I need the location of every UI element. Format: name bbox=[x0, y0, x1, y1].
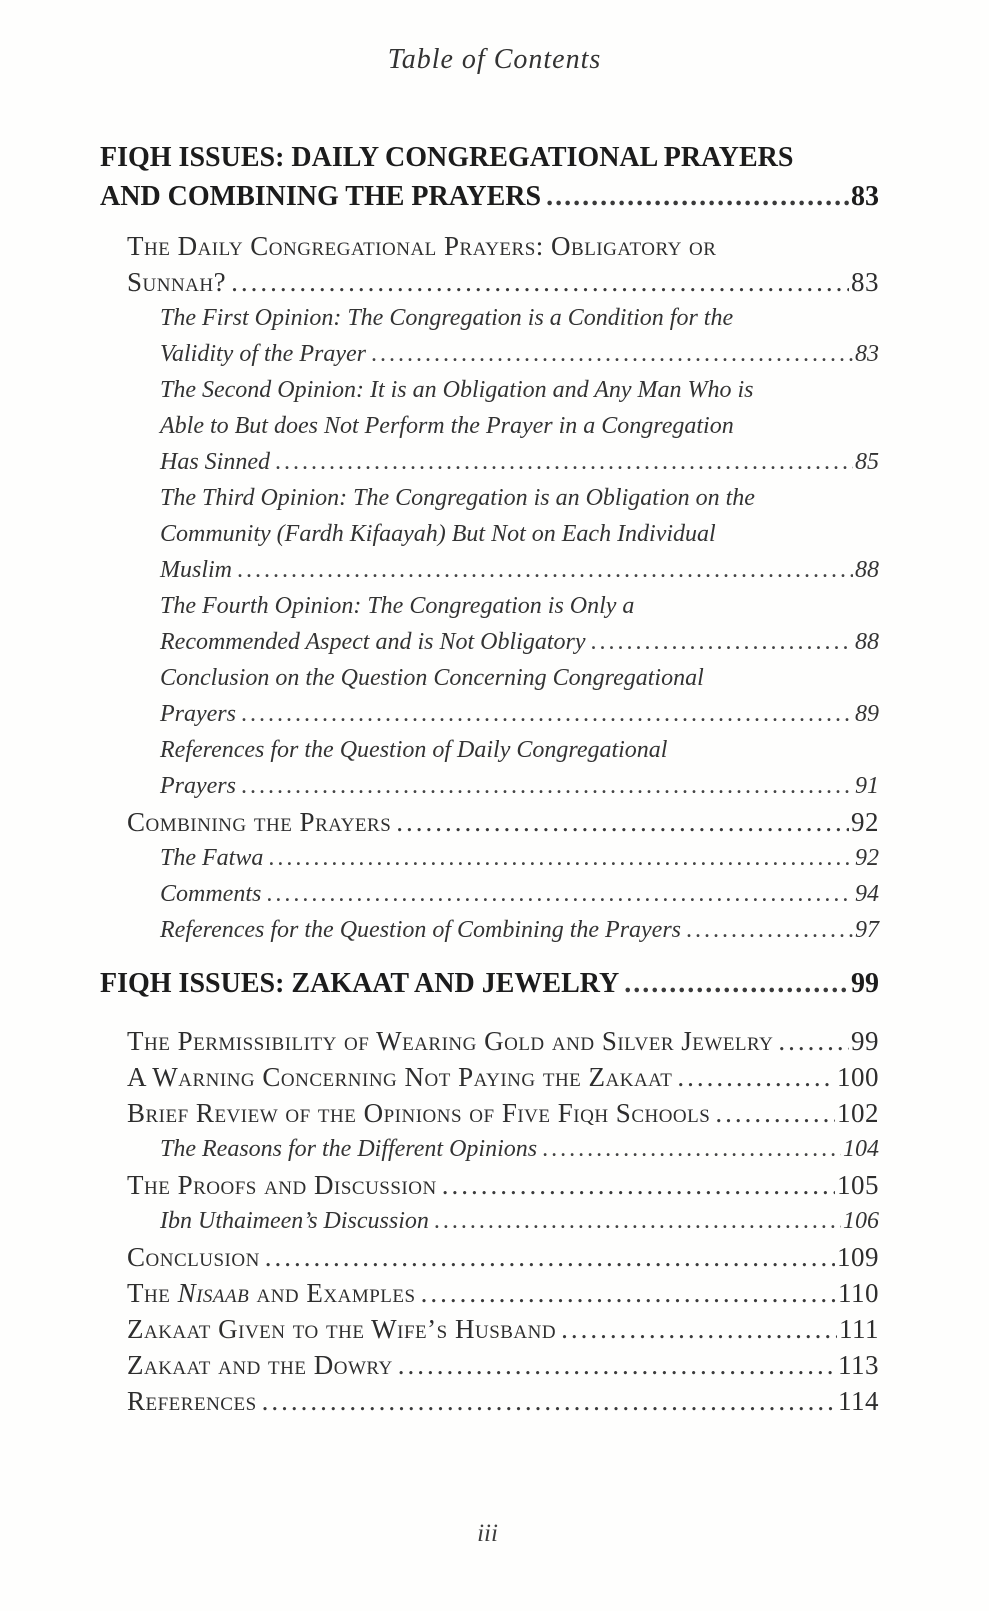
toc-entry-text: The Nisaab and Examples bbox=[127, 1278, 416, 1308]
toc-entry-line bbox=[160, 408, 879, 444]
toc-page-number: 109 bbox=[837, 1242, 879, 1272]
toc-page-number: 110 bbox=[838, 1278, 879, 1308]
toc-entry-text: AND COMBINING THE PRAYERS bbox=[100, 181, 542, 212]
toc-page-number: 88 bbox=[855, 629, 879, 655]
toc-entry-last-line bbox=[127, 1347, 879, 1383]
toc-entry-last-line bbox=[160, 840, 879, 876]
dot-leader bbox=[371, 336, 853, 372]
toc-entry-text: FIQH ISSUES: DAILY CONGREGATIONAL PRAYERS bbox=[100, 142, 794, 173]
dot-leader bbox=[398, 1347, 836, 1383]
dot-leader bbox=[421, 1275, 836, 1311]
dot-leader bbox=[237, 552, 853, 588]
toc-entry-last-line bbox=[100, 177, 879, 216]
toc-page-number: 114 bbox=[838, 1386, 879, 1416]
dot-leader bbox=[715, 1095, 835, 1131]
toc-page-number: 85 bbox=[855, 449, 879, 475]
toc-page-number: 104 bbox=[843, 1136, 879, 1162]
toc-entry bbox=[100, 912, 879, 948]
toc-entry-last-line bbox=[160, 696, 879, 732]
toc-entry-text: A Warning Concerning Not Paying the Zakaat bbox=[127, 1062, 673, 1092]
toc-entry-last-line bbox=[160, 912, 879, 948]
toc-entry-text: Comments bbox=[160, 881, 262, 907]
toc-entry-last-line bbox=[127, 1311, 879, 1347]
toc-entry bbox=[100, 1347, 879, 1383]
toc-entry-last-line bbox=[160, 624, 879, 660]
toc-entry-text: References for the Question of Daily Congregational bbox=[160, 737, 668, 763]
toc-page-number: 99 bbox=[851, 968, 879, 999]
dot-leader bbox=[262, 1383, 836, 1419]
toc-entry-line bbox=[160, 588, 879, 624]
toc-entry-text: The Daily Congregational Prayers: Obligatory or bbox=[127, 231, 717, 261]
dot-leader bbox=[275, 444, 853, 480]
toc-entry bbox=[100, 1275, 879, 1311]
toc-entry-text: Zakaat Given to the Wife’s Husband bbox=[127, 1314, 557, 1344]
toc-entry-text: Prayers bbox=[160, 701, 236, 727]
toc-page-number: 83 bbox=[855, 341, 879, 367]
toc-entry-text: Recommended Aspect and is Not Obligatory bbox=[160, 629, 586, 655]
dot-leader bbox=[624, 964, 849, 1003]
toc-entry-text: Has Sinned bbox=[160, 449, 270, 475]
toc-page-number: 106 bbox=[843, 1208, 879, 1234]
toc-entry-last-line bbox=[127, 264, 879, 300]
toc-page-number: 91 bbox=[855, 773, 879, 799]
toc-entry-text: Sunnah? bbox=[127, 267, 227, 297]
toc-entry-last-line bbox=[127, 1095, 879, 1131]
toc-entry bbox=[100, 876, 879, 912]
italic-term: Nisaab bbox=[177, 1278, 250, 1308]
toc-entry-text: The Fatwa bbox=[160, 845, 264, 871]
toc-page-number: 99 bbox=[851, 1026, 879, 1056]
toc-entry-text: Validity of the Prayer bbox=[160, 341, 366, 367]
toc-entry-text: The Proofs and Discussion bbox=[127, 1170, 437, 1200]
dot-leader bbox=[590, 624, 853, 660]
toc-entry-last-line bbox=[160, 336, 879, 372]
toc-entry-last-line bbox=[160, 552, 879, 588]
toc-entry-text: Prayers bbox=[160, 773, 236, 799]
toc-entry-text: The Second Opinion: It is an Obligation and Any Man Who is bbox=[160, 377, 754, 403]
toc-entry-last-line bbox=[127, 1059, 879, 1095]
toc-entry-last-line bbox=[127, 1275, 879, 1311]
toc-entry bbox=[100, 1131, 879, 1167]
toc-entry-last-line bbox=[127, 1383, 879, 1419]
toc-entry bbox=[100, 138, 879, 216]
toc-entry-text: The Permissibility of Wearing Gold and Silver Jewelry bbox=[127, 1026, 774, 1056]
dot-leader bbox=[677, 1059, 835, 1095]
toc-entry-line bbox=[160, 300, 879, 336]
toc-entry bbox=[100, 1239, 879, 1275]
toc-entry-last-line bbox=[160, 768, 879, 804]
toc-entry bbox=[100, 660, 879, 732]
toc-entry-last-line bbox=[160, 876, 879, 912]
toc-page-number: 83 bbox=[851, 181, 879, 212]
toc-entry bbox=[100, 1095, 879, 1131]
toc-entry-line bbox=[160, 660, 879, 696]
toc-entry-last-line bbox=[127, 1239, 879, 1275]
toc-page-number: 94 bbox=[855, 881, 879, 907]
toc-entry-text: The Fourth Opinion: The Congregation is Only a bbox=[160, 593, 635, 619]
toc-entry bbox=[100, 1059, 879, 1095]
toc-entry bbox=[100, 732, 879, 804]
page-title: Table of Contents bbox=[387, 44, 602, 75]
toc-entry bbox=[100, 804, 879, 840]
toc-entry bbox=[100, 1023, 879, 1059]
dot-leader bbox=[434, 1203, 841, 1239]
toc-entry-line bbox=[160, 480, 879, 516]
toc-entry-text: Able to But does Not Perform the Prayer in a Congregation bbox=[160, 413, 734, 439]
dot-leader bbox=[268, 840, 853, 876]
dot-leader bbox=[241, 696, 853, 732]
toc-page-number: 113 bbox=[838, 1350, 879, 1380]
toc-list bbox=[0, 138, 989, 1419]
toc-page-number: 111 bbox=[839, 1314, 879, 1344]
toc-entry-text: Zakaat and the Dowry bbox=[127, 1350, 393, 1380]
toc-page-number: 102 bbox=[837, 1098, 879, 1128]
toc-entry bbox=[100, 300, 879, 372]
toc-page-number: 88 bbox=[855, 557, 879, 583]
toc-entry-last-line bbox=[127, 1023, 879, 1059]
toc-entry-text: The Reasons for the Different Opinions bbox=[160, 1136, 538, 1162]
toc-entry-text: The Third Opinion: The Congregation is an Obligation on the bbox=[160, 485, 755, 511]
toc-entry bbox=[100, 840, 879, 876]
toc-entry-line bbox=[160, 516, 879, 552]
toc-page-number: 92 bbox=[851, 807, 879, 837]
toc-entry-last-line bbox=[127, 804, 879, 840]
toc-page-number: 100 bbox=[837, 1062, 879, 1092]
footer-page-number: iii bbox=[477, 1520, 498, 1547]
toc-entry bbox=[100, 1311, 879, 1347]
toc-page-number: 89 bbox=[855, 701, 879, 727]
toc-entry-text: Conclusion on the Question Concerning Congregational bbox=[160, 665, 704, 691]
toc-page-number: 97 bbox=[855, 917, 879, 943]
dot-leader bbox=[686, 912, 853, 948]
dot-leader bbox=[396, 804, 849, 840]
toc-page-number: 92 bbox=[855, 845, 879, 871]
dot-leader bbox=[542, 1131, 841, 1167]
toc-entry-text: Brief Review of the Opinions of Five Fiqh Schools bbox=[127, 1098, 711, 1128]
dot-leader bbox=[231, 264, 849, 300]
toc-entry-line bbox=[160, 372, 879, 408]
dot-leader bbox=[265, 1239, 835, 1275]
toc-entry-text: Ibn Uthaimeen’s Discussion bbox=[160, 1208, 429, 1234]
toc-page-number: 83 bbox=[851, 267, 879, 297]
toc-entry-last-line bbox=[127, 1167, 879, 1203]
toc-entry bbox=[100, 1203, 879, 1239]
toc-entry bbox=[100, 588, 879, 660]
toc-entry-text: The First Opinion: The Congregation is a Condition for the bbox=[160, 305, 734, 331]
toc-entry bbox=[100, 228, 879, 300]
toc-entry-text: References for the Question of Combining the Prayers bbox=[160, 917, 682, 943]
toc-entry-line bbox=[160, 732, 879, 768]
toc-entry bbox=[100, 964, 879, 1003]
toc-entry-line bbox=[127, 228, 879, 264]
toc-entry bbox=[100, 1167, 879, 1203]
toc-entry-text: References bbox=[127, 1386, 257, 1416]
toc-entry-last-line bbox=[100, 964, 879, 1003]
toc-entry-text: Community (Fardh Kifaayah) But Not on Each Individual bbox=[160, 521, 716, 547]
toc-entry bbox=[100, 372, 879, 480]
toc-entry-line bbox=[100, 138, 879, 177]
dot-leader bbox=[266, 876, 853, 912]
dot-leader bbox=[442, 1167, 835, 1203]
toc-entry-last-line bbox=[160, 444, 879, 480]
toc-entry-text: Conclusion bbox=[127, 1242, 260, 1272]
toc-entry-text: FIQH ISSUES: ZAKAAT AND JEWELRY bbox=[100, 968, 620, 999]
toc-entry-text: Combining the Prayers bbox=[127, 807, 392, 837]
dot-leader bbox=[546, 177, 849, 216]
toc-entry bbox=[100, 480, 879, 588]
toc-entry-last-line bbox=[160, 1203, 879, 1239]
dot-leader bbox=[561, 1311, 837, 1347]
toc-entry-text: Muslim bbox=[160, 557, 232, 583]
dot-leader bbox=[241, 768, 853, 804]
toc-entry-last-line bbox=[160, 1131, 879, 1167]
toc-page-number: 105 bbox=[837, 1170, 879, 1200]
toc-entry bbox=[100, 1383, 879, 1419]
dot-leader bbox=[778, 1023, 849, 1059]
